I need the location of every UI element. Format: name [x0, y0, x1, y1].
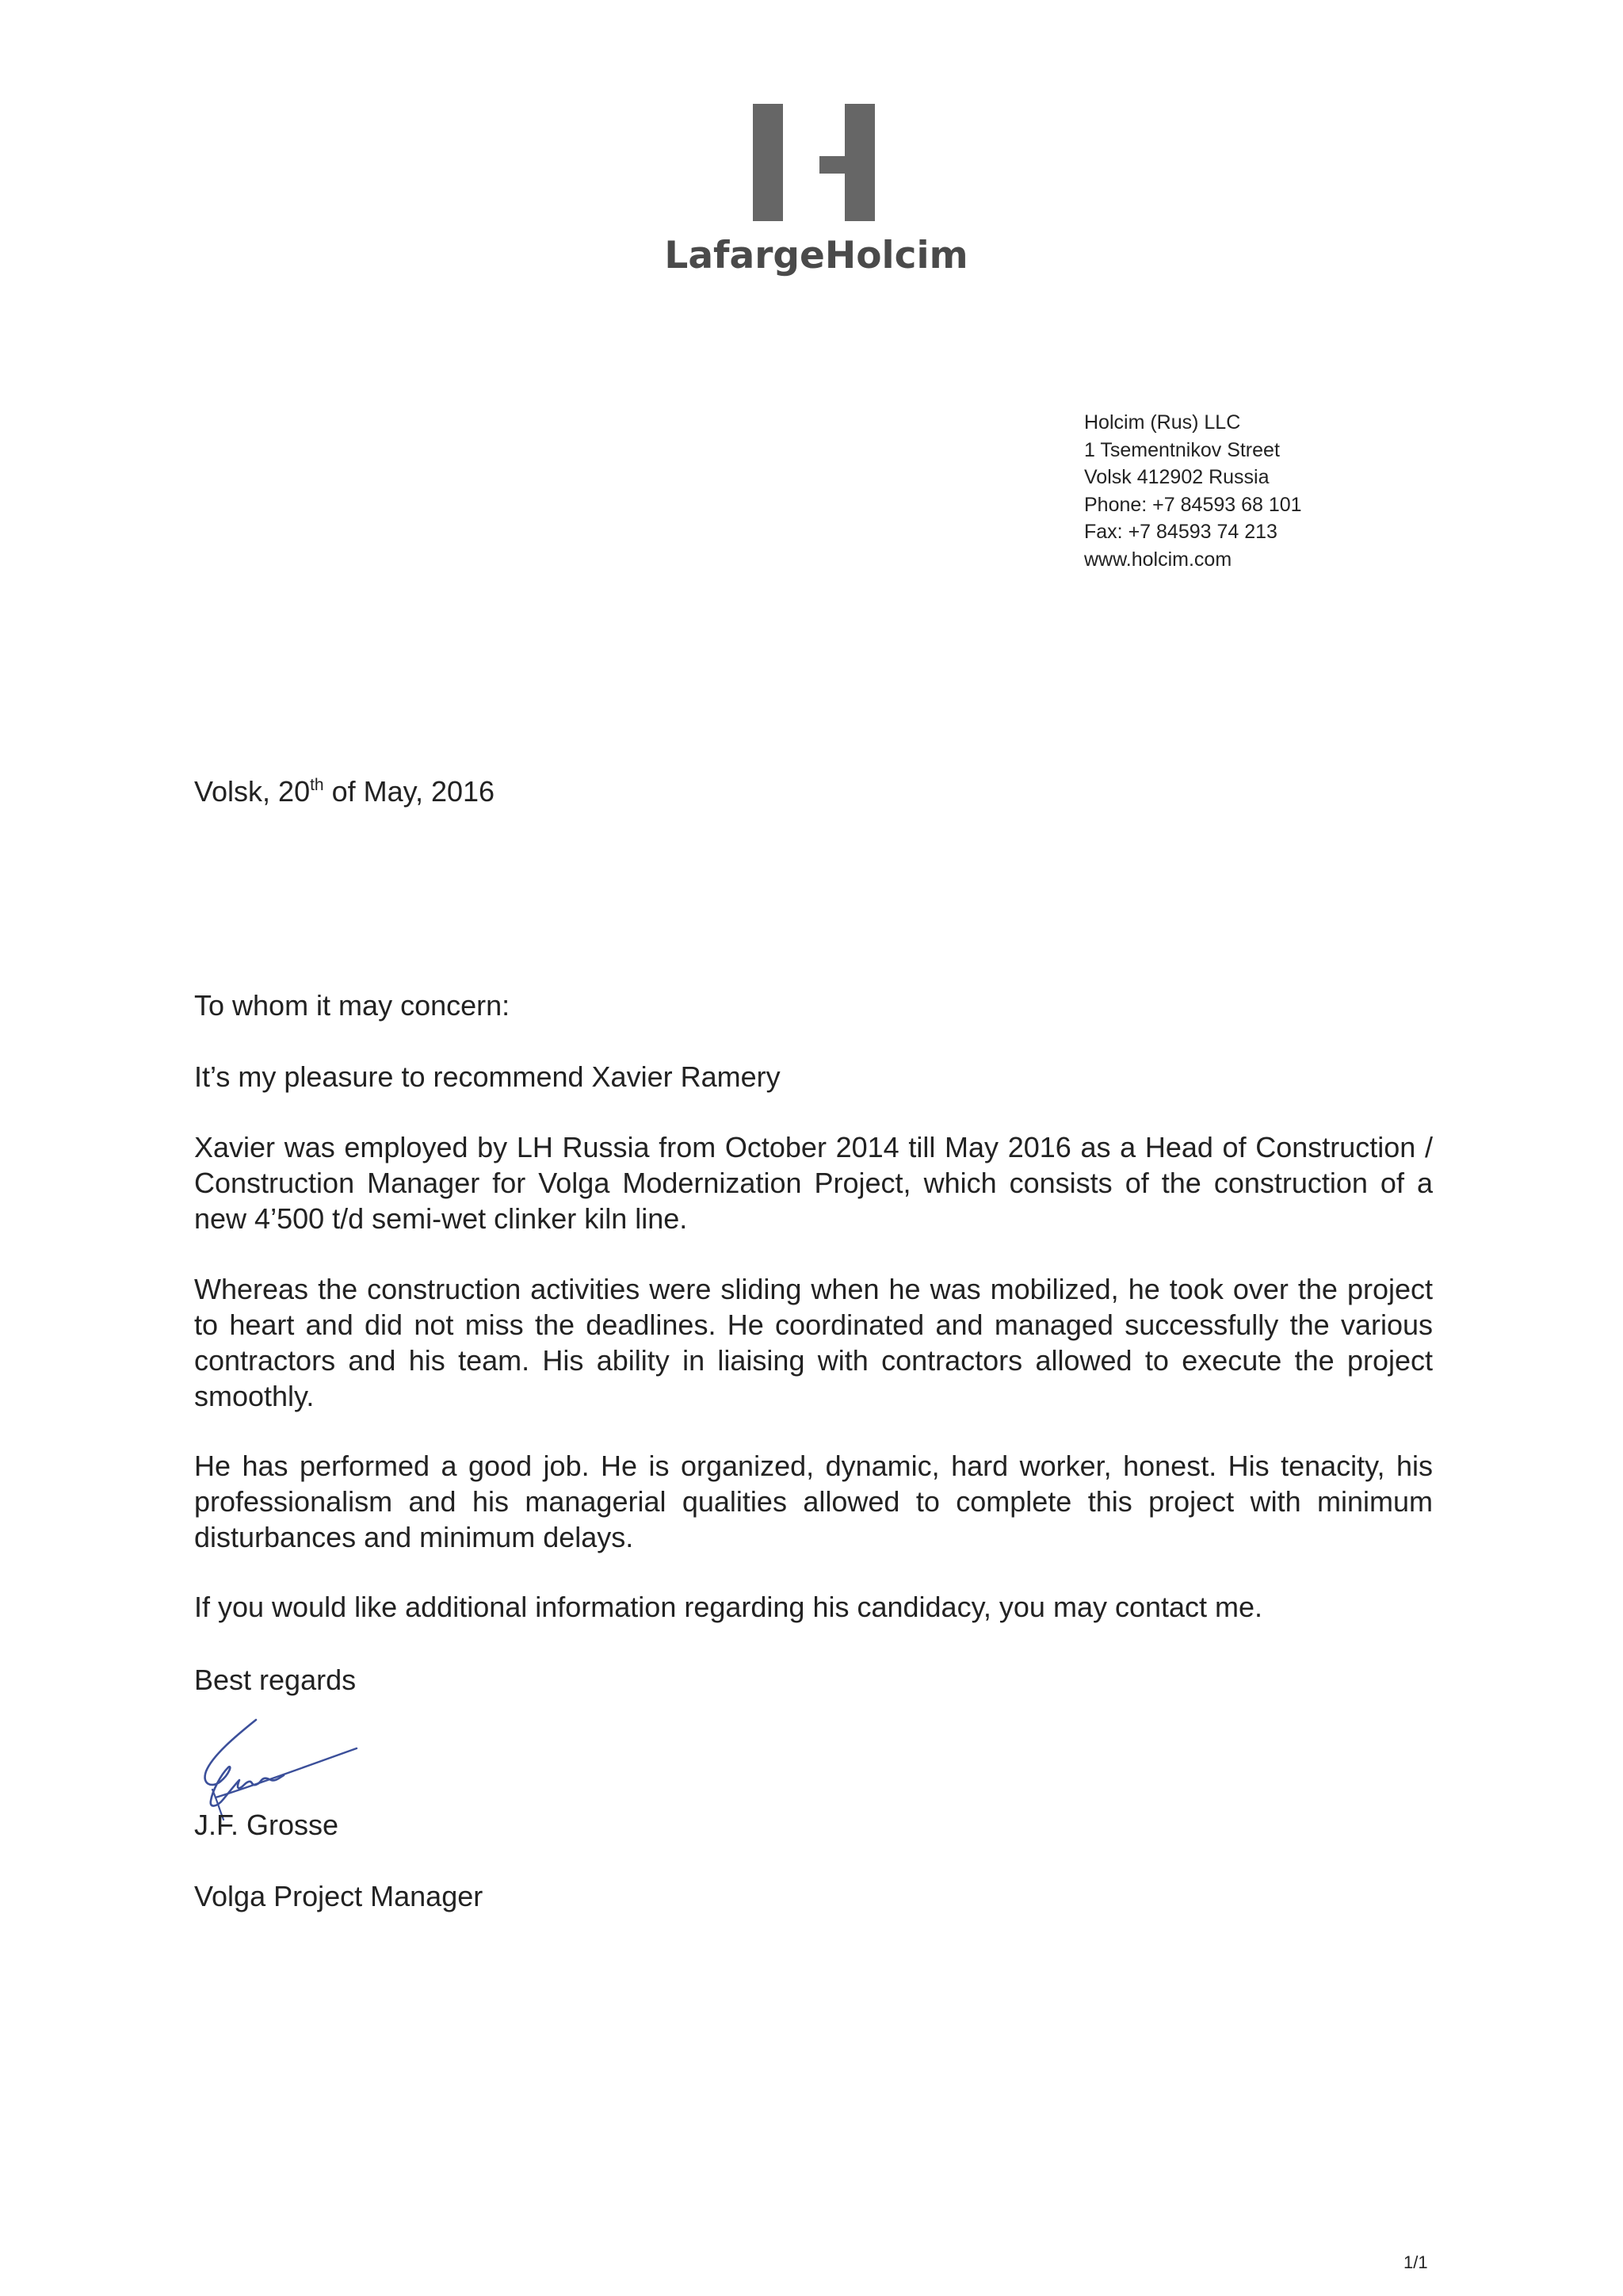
- sender-company: Holcim (Rus) LLC: [1084, 411, 1241, 434]
- brand-name: LafargeHolcim: [664, 234, 968, 277]
- closing: Best regards: [194, 1664, 357, 1696]
- paragraph-performance: Whereas the construction activities were sliding when he was mobilized, he took over the project to heart and did not miss the deadlines. He coordinated and managed successfully the various contractors and his team. His ability in liaising with contractors allowed to execute the project smoothly.: [194, 1273, 1433, 1412]
- paragraph-employment: Xavier was employed by LH Russia from October 2014 till May 2016 as a Head of Construction / Construction Manager for Volga Modernization Project, which consists of the construction of a new 4’500 t/d semi-wet clinker kiln line.: [194, 1131, 1433, 1235]
- letter-date: [194, 775, 495, 808]
- sender-website: www.holcim.com: [1084, 548, 1232, 571]
- signer-name: J.F. Grosse: [194, 1809, 339, 1841]
- sender-street: 1 Tsementnikov Street: [1084, 438, 1280, 461]
- paragraph-contact: If you would like additional information regarding his candidacy, you may contact me.: [194, 1591, 1263, 1623]
- handwritten-signature: [189, 1712, 363, 1823]
- lafargeholcim-logo-icon: [753, 104, 875, 221]
- paragraph-qualities: He has performed a good job. He is organized, dynamic, hard worker, honest. His tenacity, his professionalism and his managerial qualities allowed to complete this project with minimum disturbances and minimum delays.: [194, 1450, 1433, 1553]
- intro-line: It’s my pleasure to recommend Xavier Ramery: [194, 1060, 781, 1093]
- sender-city: Volsk 412902 Russia: [1084, 466, 1270, 488]
- sender-fax: Fax: +7 84593 74 213: [1084, 521, 1277, 543]
- page-number: 1/1: [1403, 2252, 1428, 2272]
- salutation: To whom it may concern:: [194, 989, 510, 1022]
- date-rest: of May, 2016: [323, 775, 495, 808]
- date-prefix: Volsk, 20: [194, 775, 311, 808]
- sender-phone: Phone: +7 84593 68 101: [1084, 493, 1302, 516]
- date-ordinal-suffix: th: [310, 776, 324, 794]
- sender-address-block: [1084, 409, 1302, 573]
- signer-title: Volga Project Manager: [194, 1880, 483, 1912]
